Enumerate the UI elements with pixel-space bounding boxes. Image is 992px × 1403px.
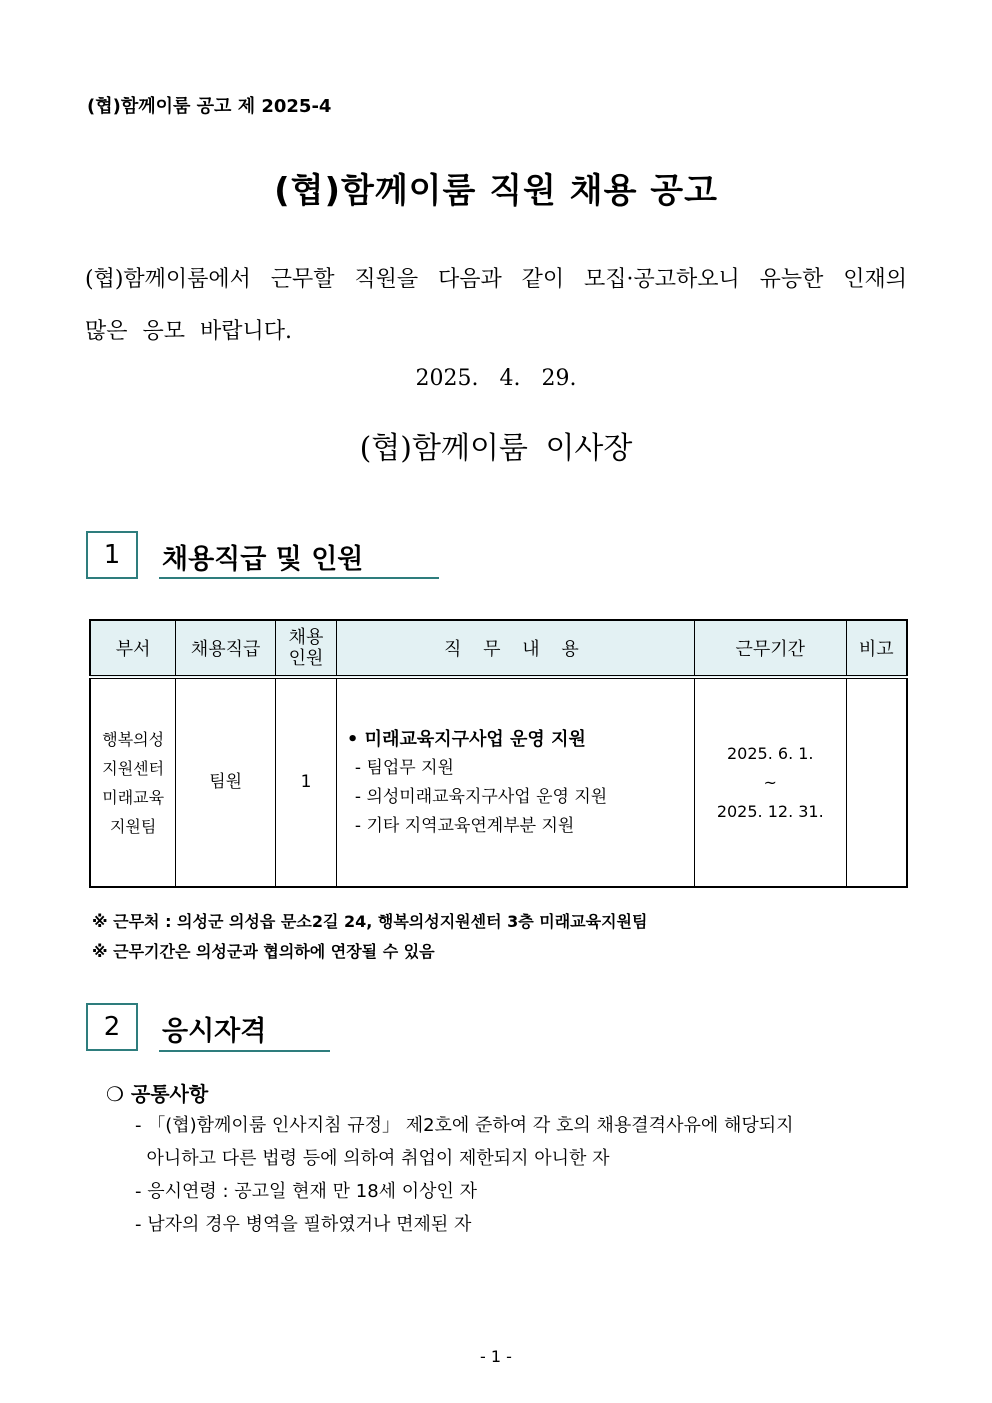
- duty-item: - 기타 지역교육연계부분 지원: [354, 815, 575, 836]
- header-dept: 부서: [90, 620, 176, 677]
- header-duty: 직 무 내 용: [336, 620, 694, 677]
- header-count: [276, 620, 337, 677]
- section1-number-box: [86, 531, 138, 579]
- cell-remark: [846, 677, 907, 887]
- header-period: 근무기간: [694, 620, 846, 677]
- period-start: 2025. 6. 1.: [727, 744, 814, 763]
- duty-item: - 팀업무 지원: [354, 757, 454, 778]
- period-end: 2025. 12. 31.: [716, 802, 824, 821]
- dept-line: 행복의성: [102, 729, 165, 749]
- requirement-item: - 응시연령 : 공고일 현재 만 18세 이상인 자: [135, 1181, 478, 1202]
- notice-date: 2025. 4. 29.: [415, 366, 577, 391]
- dept-line: 지원팀: [109, 816, 157, 836]
- requirement-item: - 「(협)함께이룸 인사지침 규정」 제2호에 준하여 각 호의 채용결격사유에 해당되지: [135, 1115, 794, 1136]
- cell-duty: [336, 677, 694, 887]
- cell-count: 1: [276, 677, 337, 887]
- page-title: (협)함께이룸 직원 채용 공고: [274, 171, 718, 211]
- section2-number: 2: [103, 1012, 121, 1042]
- requirement-item: 아니하고 다른 법령 등에 의하여 취업이 제한되지 아니한 자: [135, 1148, 610, 1169]
- cell-grade: 팀원: [176, 677, 276, 887]
- section1-underline: [159, 577, 439, 579]
- issuer: (협)함께이룸 이사장: [359, 431, 633, 466]
- intro-text: (협)함께이룸에서 근무할 직원을 다음과 같이 모집·공고하오니 유능한 인재의 많은 응모 바랍니다.: [85, 267, 907, 344]
- header-count-line2: 인원: [288, 648, 324, 669]
- duty-item: - 의성미래교육지구사업 운영 지원: [354, 786, 608, 807]
- cell-dept: [90, 677, 176, 887]
- header-grade: 채용직급: [176, 620, 276, 677]
- dept-line: 미래교육: [102, 787, 165, 807]
- common-requirements-heading: ❍ 공통사항: [106, 1082, 209, 1106]
- cell-period: [694, 677, 846, 887]
- page-number: - 1 -: [480, 1347, 512, 1366]
- header-count-line1: 채용: [288, 627, 324, 648]
- section2-title: 응시자격: [162, 1016, 267, 1047]
- period-separator: ~: [763, 773, 777, 792]
- section2-underline: [159, 1050, 330, 1052]
- duty-main: • 미래교육지구사업 운영 지원: [346, 728, 586, 750]
- table-header-row: [90, 620, 907, 677]
- note-period-extension: ※ 근무기간은 의성군과 협의하에 연장될 수 있음: [92, 942, 435, 961]
- section2-number-box: [86, 1003, 138, 1051]
- notice-number: (협)함께이룸 공고 제 2025-4: [87, 96, 332, 117]
- section1-title: 채용직급 및 인원: [162, 544, 364, 575]
- dept-line: 지원센터: [102, 758, 165, 778]
- recruitment-table: [89, 619, 908, 888]
- table-row: [90, 677, 907, 887]
- note-workplace: ※ 근무처 : 의성군 의성읍 문소2길 24, 행복의성지원센터 3층 미래교육지원팀: [92, 912, 648, 931]
- section1-number: 1: [103, 540, 121, 570]
- requirement-item: - 남자의 경우 병역을 필하였거나 면제된 자: [135, 1214, 472, 1235]
- header-remark: 비고: [846, 620, 907, 677]
